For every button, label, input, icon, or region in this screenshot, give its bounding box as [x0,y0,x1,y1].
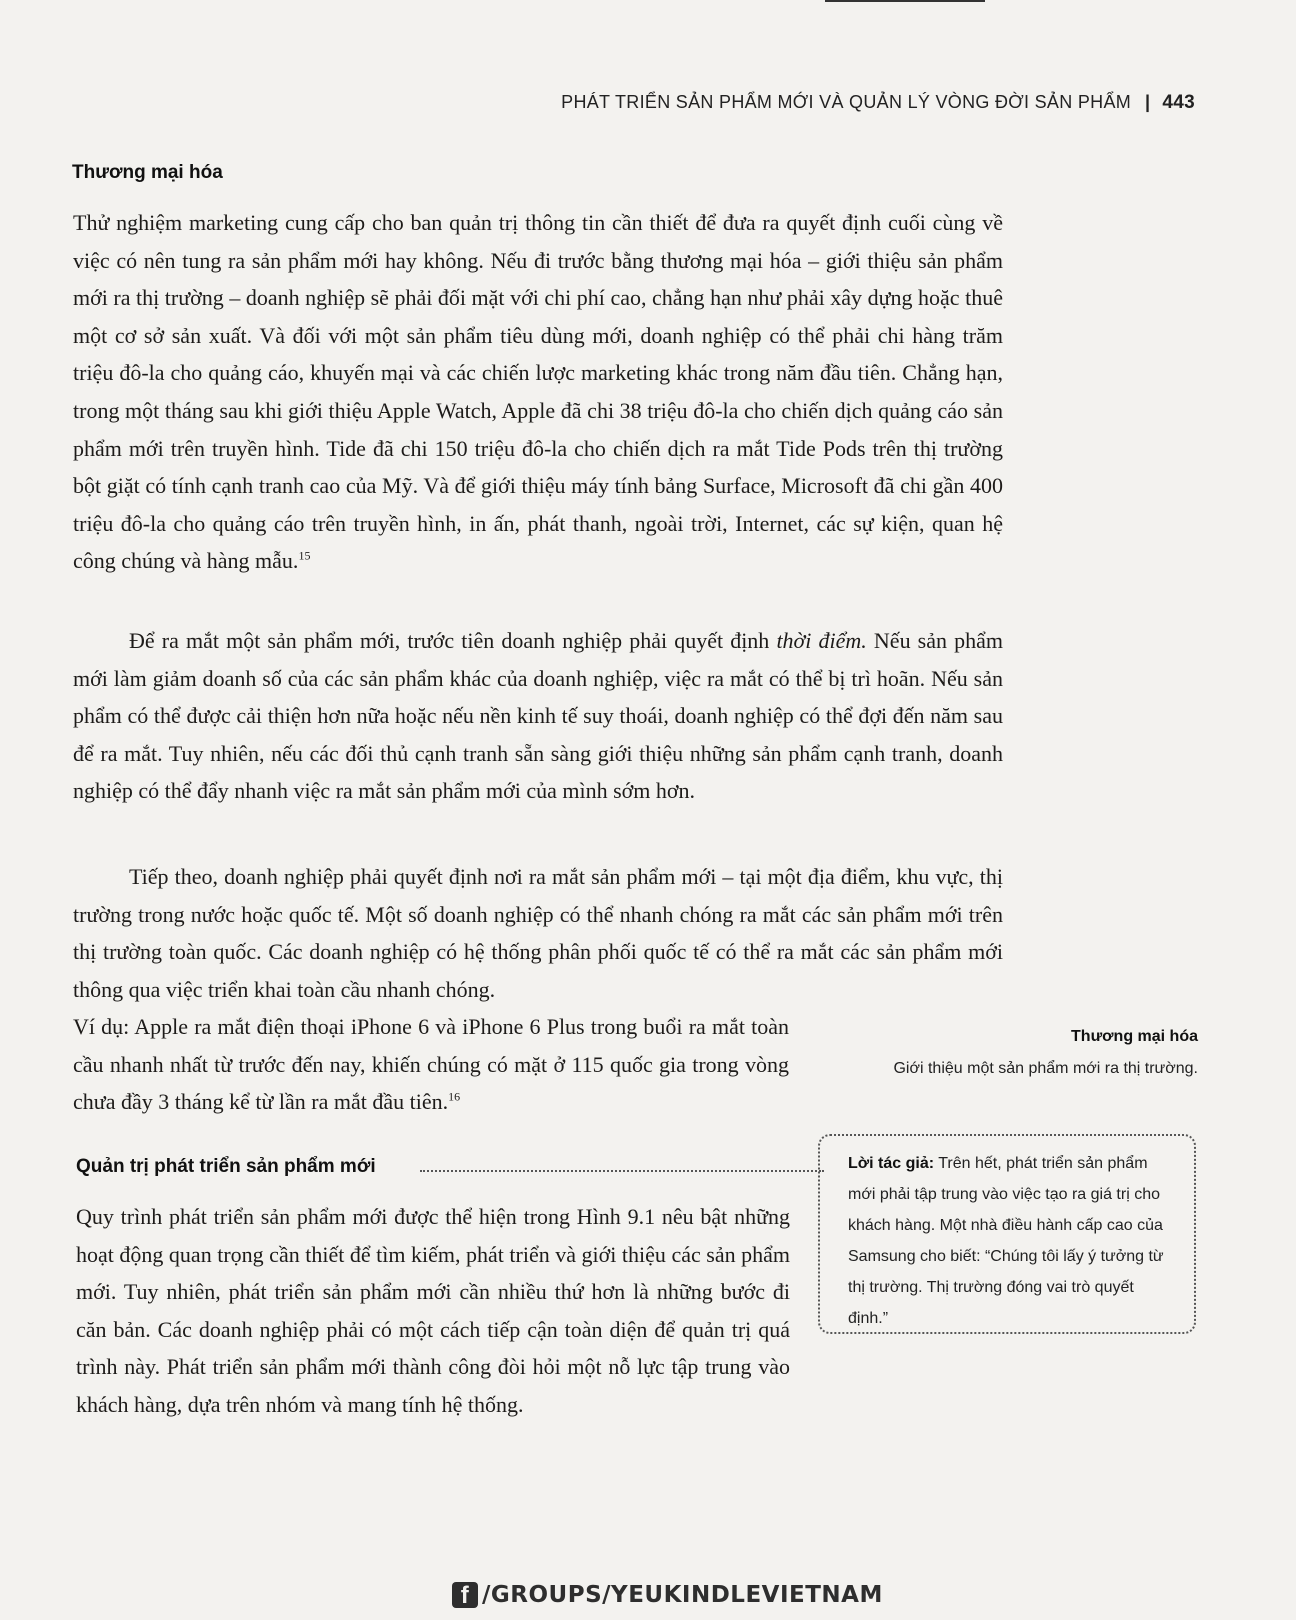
footer-text: /GROUPS/YEUKINDLEVIETNAM [482,1582,883,1608]
footnote-ref: 16 [448,1089,461,1104]
facebook-icon: f [452,1582,478,1608]
author-note-text: Trên hết, phát triển sản phẩm mới phải tập trung vào việc tạo ra giá trị cho khách hàng. Một nhà điều hành cấp cao của Samsung cho biết: “Chúng tôi lấy ý tưởng từ thị trường. Thị trường đóng vai trò quyết định.” [848,1155,1164,1327]
paragraph-npd-management: Quy trình phát triển sản phẩm mới được thể hiện trong Hình 9.1 nêu bật những hoạt động quan trọng cần thiết để tìm kiếm, phát triển và giới thiệu các sản phẩm mới. Tuy nhiên, phát triển sản phẩm mới cần nhiều thứ hơn là những bước đi căn bản. Các doanh nghiệp phải có một cách tiếp cận toàn diện để quản trị quá trình này. Phát triển sản phẩm mới thành công đòi hỏi một nỗ lực tập trung vào khách hàng, dựa trên nhóm và mang tính hệ thống. [76,1204,790,1417]
running-header [430,92,1195,114]
paragraph-commercialization-1 [73,204,1003,580]
heading-dotted-rule [420,1170,824,1172]
top-rule [825,0,985,2]
margin-definition [810,1028,1198,1078]
page-number: 443 [1162,92,1195,113]
author-note-label: Lời tác giả: [848,1155,935,1172]
footer-watermark [452,1582,883,1608]
author-note-box [818,1134,1196,1334]
running-title: PHÁT TRIỂN SẢN PHẨM MỚI VÀ QUẢN LÝ VÒNG ĐỜI SẢN PHẨM [561,92,1132,112]
section-heading-npd-management: Quản trị phát triển sản phẩm mới [76,1156,376,1177]
paragraph-commercialization-3b [73,1008,789,1121]
paragraph-commercialization-3a: Tiếp theo, doanh nghiệp phải quyết định nơi ra mắt sản phẩm mới – tại một địa điểm, khu vực, thị trường trong nước hoặc quốc tế. Một số doanh nghiệp có thể nhanh chóng ra mắt các sản phẩm mới trên thị trường toàn quốc. Các doanh nghiệp có hệ thống phân phối quốc tế có thể ra mắt các sản phẩm mới thông qua việc triển khai toàn cầu nhanh chóng. [73,864,1003,1002]
emphasis-text: thời điểm. [776,628,867,653]
paragraph-text: Nếu sản phẩm mới làm giảm doanh số của các sản phẩm khác của doanh nghiệp, việc ra mắt có thể bị trì hoãn. Nếu sản phẩm có thể được cải thiện hơn nữa hoặc nếu nền kinh tế suy thoái, doanh nghiệp có thể đợi đến năm sau để ra mắt. Tuy nhiên, nếu các đối thủ cạnh tranh sẵn sàng giới thiệu những sản phẩm cạnh tranh, doanh nghiệp có thể đẩy nhanh việc ra mắt sản phẩm mới của mình sớm hơn. [73,628,1004,804]
margin-term: Thương mại hóa [1071,1028,1198,1045]
margin-term-definition: Giới thiệu một sản phẩm mới ra thị trường. [893,1060,1198,1077]
paragraph-commercialization-2 [73,622,1003,810]
header-separator: | [1145,92,1151,112]
paragraph-text: Để ra mắt một sản phẩm mới, trước tiên doanh nghiệp phải quyết định [129,628,777,653]
paragraph-text: Thử nghiệm marketing cung cấp cho ban quản trị thông tin cần thiết để đưa ra quyết định cuối cùng về việc có nên tung ra sản phẩm mới hay không. Nếu đi trước bằng thương mại hóa – giới thiệu sản phẩm mới ra thị trường – doanh nghiệp sẽ phải đối mặt với chi phí cao, chẳng hạn như phải xây dựng hoặc thuê một cơ sở sản xuất. Và đối với một sản phẩm tiêu dùng mới, doanh nghiệp có thể phải chi hàng trăm triệu đô-la cho quảng cáo, khuyến mại và các chiến lược marketing khác trong năm đầu tiên. Chẳng hạn, trong một tháng sau khi giới thiệu Apple Watch, Apple đã chi 38 triệu đô-la cho chiến dịch quảng cáo sản phẩm mới trên truyền hình. Tide đã chi 150 triệu đô-la cho chiến dịch ra mắt Tide Pods trên thị trường bột giặt có tính cạnh tranh cao của Mỹ. Và để giới thiệu máy tính bảng Surface, Microsoft đã chi gần 400 triệu đô-la cho quảng cáo trên truyền hình, in ấn, phát thanh, ngoài trời, Internet, các sự kiện, quan hệ công chúng và hàng mẫu. [73,210,1003,574]
footnote-ref: 15 [298,549,311,564]
paragraph-text: Ví dụ: Apple ra mắt điện thoại iPhone 6 và iPhone 6 Plus trong buổi ra mắt toàn cầu nhanh nhất từ trước đến nay, khiến chúng có mặt ở 115 quốc gia trong vòng chưa đầy 3 tháng kể từ lần ra mắt đầu tiên. [73,1014,789,1115]
section-heading-commercialization: Thương mại hóa [72,162,223,183]
